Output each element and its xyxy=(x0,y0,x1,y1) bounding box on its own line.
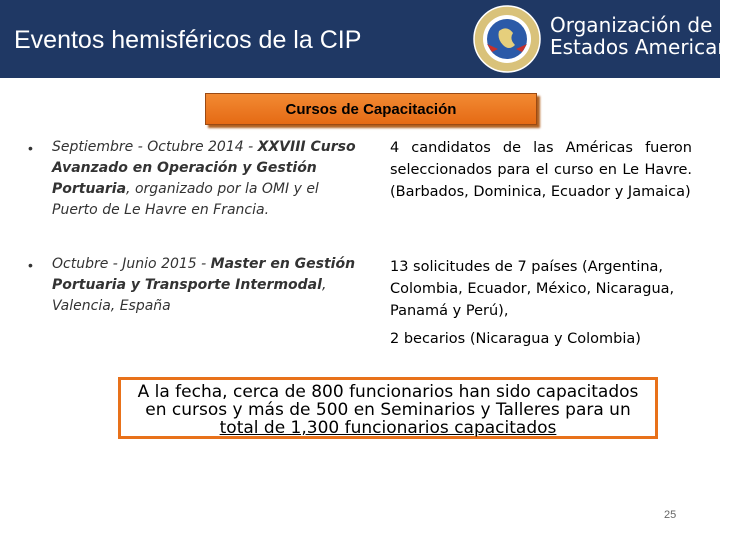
oas-logo xyxy=(412,0,753,78)
course-description xyxy=(52,254,360,317)
org-name-line2: Estados Americanos xyxy=(550,35,753,59)
course-scholarships: 2 becarios (Nicaragua y Colombia) xyxy=(390,331,641,347)
course-name: Master en Gestión Portuaria y Transporte Intermodal xyxy=(52,256,356,293)
course-outcome xyxy=(390,256,686,350)
course-dates: Octubre - Junio 2015 - xyxy=(52,256,211,272)
course-applications: 13 solicitudes de 7 países (Argentina, Colombia, Ecuador, México, Nicaragua, Panamá y Perú), xyxy=(390,259,675,319)
slide-header xyxy=(0,0,753,78)
banner-label: Cursos de Capacitación xyxy=(285,101,457,118)
bullet: • xyxy=(28,140,33,156)
summary-box xyxy=(118,377,658,439)
summary-line3: total de 1,300 funcionarios capacitados xyxy=(219,418,557,438)
course-outcome: 4 candidatos de las Américas fueron seleccionados para el curso en Le Havre. (Barbados, Dominica, Ecuador y Jamaica) xyxy=(390,140,692,200)
oas-seal-icon xyxy=(472,4,542,74)
course-details: , organizado por la OMI y el Puerto de Le Havre en Francia. xyxy=(52,181,319,218)
org-name xyxy=(550,14,753,58)
org-name-line1: Organización de los xyxy=(550,13,747,37)
slide-title: Eventos hemisféricos de la CIP xyxy=(14,26,362,54)
summary-line1: A la fecha, cerca de 800 funcionarios han sido capacitados xyxy=(137,382,639,402)
title-bar xyxy=(0,0,412,78)
course-description xyxy=(52,137,360,221)
course-dates: Septiembre - Octubre 2014 - xyxy=(52,139,258,155)
course-name: XXVIII Curso Avanzado en Operación y Gestión Portuaria xyxy=(52,139,356,197)
page-number: 25 xyxy=(664,509,677,521)
summary-text xyxy=(121,383,655,437)
section-banner xyxy=(205,93,537,125)
course-details: , Valencia, España xyxy=(52,277,327,314)
bullet: • xyxy=(28,257,33,273)
summary-line2: en cursos y más de 500 en Seminarios y Talleres para un xyxy=(145,400,631,420)
